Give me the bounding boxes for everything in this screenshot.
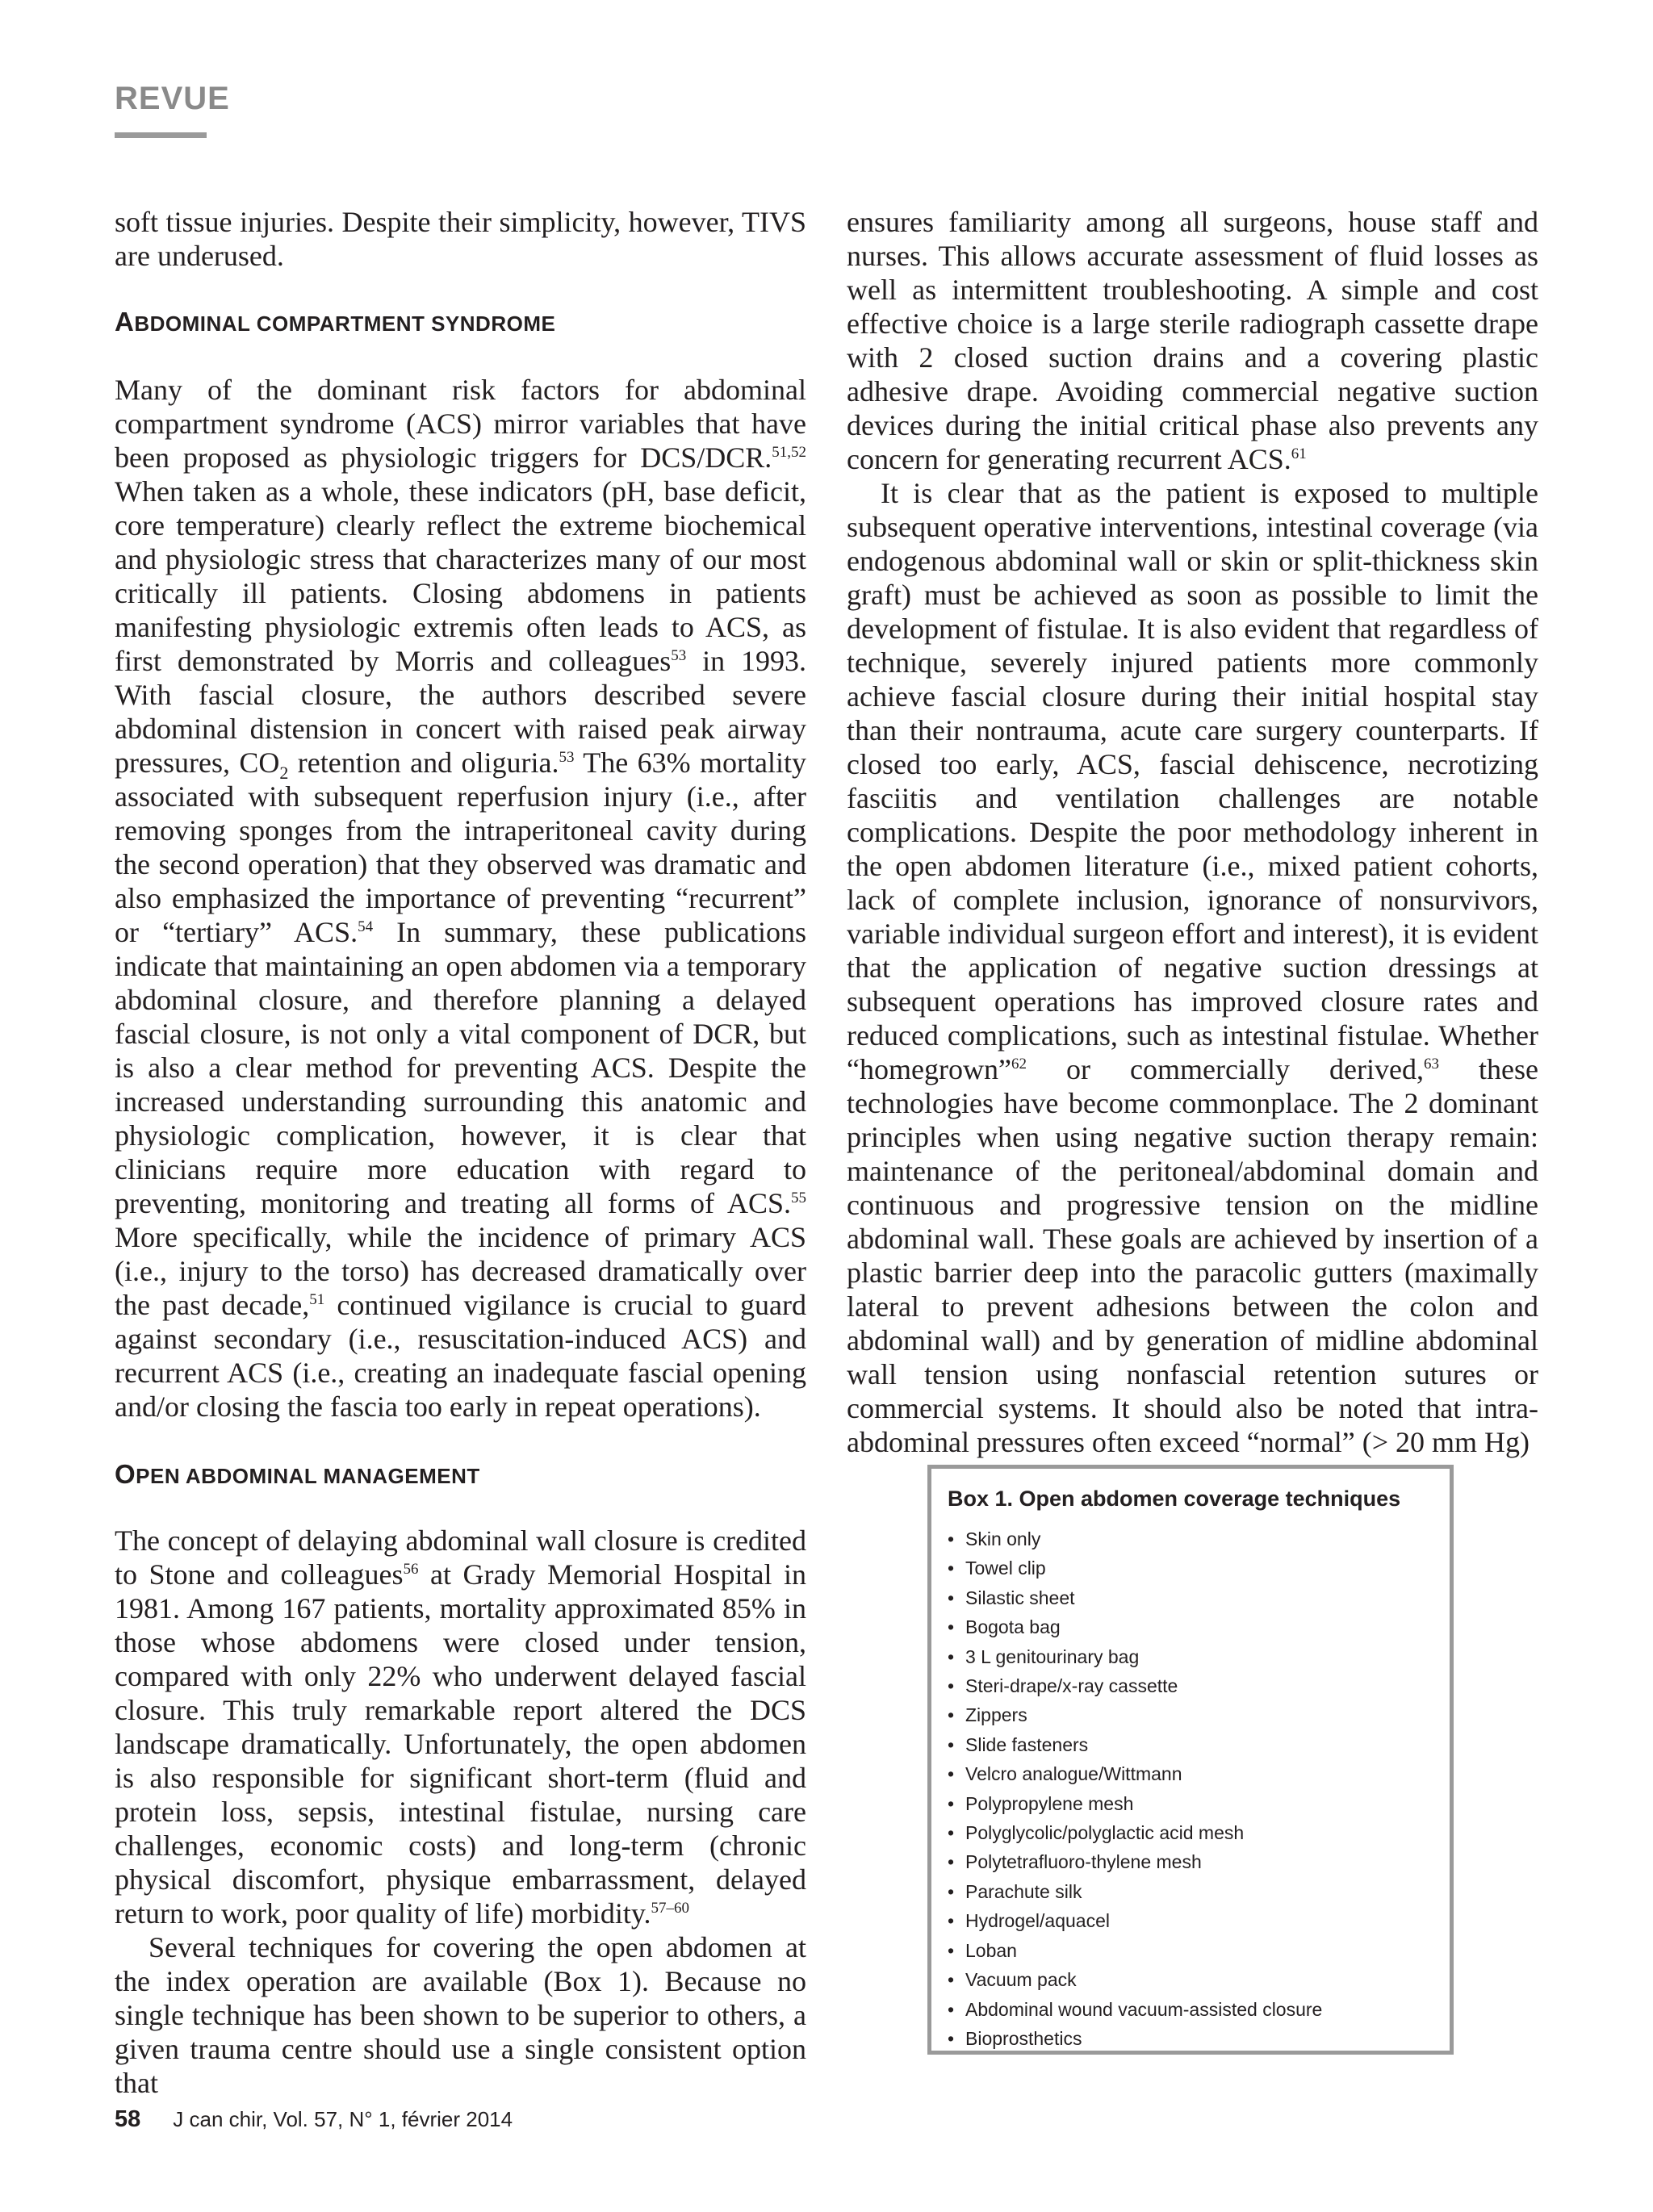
citation-ref: 63 [1423, 1056, 1439, 1073]
list-item: • Bogota bag [948, 1612, 1433, 1641]
citation-ref: 51 [309, 1291, 325, 1308]
section-heading-open-abdomen: OPEN ABDOMINAL MANAGEMENT [115, 1459, 480, 1489]
list-item: • Skin only [948, 1524, 1433, 1553]
paragraph-open-abdomen-1: The concept of delaying abdominal wall closure is credited to Stone and colleagues$^{56}$ at Grady Memorial Hospital in 1981. Among 167 patients, mortality approximated 85% in those whose abdomens were closed under tension, compared with only 22% who underwent delayed fascial closure. This truly remarkable report altered the DCS landscape dramatically. Unfortunately, the open abdomen is also responsible for significant short-term (fluid and protein loss, sepsis, intestinal fistulae, nursing care challenges, economic costs) and long-term (chronic physical discomfort, physique embarrassment, delayed return to work, poor quality of life) morbidity.$^{57-60}$ [115, 1524, 806, 1930]
page-number: 58 [115, 2106, 141, 2132]
left-column-intro [115, 205, 806, 273]
list-item: • Towel clip [948, 1553, 1433, 1583]
list-item: • 3 L genitourinary bag [948, 1642, 1433, 1671]
citation-ref: 53 [671, 647, 687, 664]
citation-ref: 56 [403, 1561, 419, 1578]
left-column-acs [115, 373, 806, 1424]
paragraph-familiarity: ensures familiarity among all surgeons, house staff and nurses. This allows accurate assessment of fluid losses as well as intermittent troubleshooting. A simple and cost effective choice is a large sterile radiograph cassette drape with 2 closed suction drains and a covering plastic adhesive drape. Avoiding commercial negative suction devices during the initial critical phase also prevents any concern for generating recurrent ACS.$^{61}$ [847, 206, 1538, 475]
list-item: • Parachute silk [948, 1877, 1433, 1906]
right-column [847, 205, 1538, 1459]
list-item: • Polytetrafluoro-thylene mesh [948, 1847, 1433, 1876]
list-item: • Polypropylene mesh [948, 1789, 1433, 1818]
journal-section-label: REVUE [115, 81, 230, 116]
list-item: • Velcro analogue/Wittmann [948, 1759, 1433, 1788]
list-item: • Zippers [948, 1700, 1433, 1729]
list-item: • Hydrogel/aquacel [948, 1906, 1433, 1935]
citation-ref: 54 [358, 918, 374, 935]
paragraph-intestinal-coverage: It is clear that as the patient is exposed to multiple subsequent operative interventions, intestinal coverage (via endogenous abdominal wall or skin or split-thickness skin graft) must be achieved as soon as possible to limit the development of fistulae. It is also evident that regardless of technique, severely injured patients more commonly achieve fascial closure during their initial hospital stay than their nontrauma, acute care surgery counterparts. If closed too early, ACS, fascial dehiscence, necrotizing fasciitis and ventilation challenges are notable complications. Despite the poor methodology inherent in the open abdomen literature (i.e., mixed patient cohorts, lack of complete inclusion, ignorance of nonsurvivors, variable individual surgeon effort and interest), it is evident that the application of negative suction dressings at subsequent operations has improved closure rates and reduced complications, such as intestinal fistulae. Whether “homegrown”$^{62}$ or commercially derived,$^{63}$ these technologies have become commonplace. The 2 dominant principles when using negative suction therapy remain: maintenance of the peritoneal/abdominal domain and continuous and progressive tension on the midline abdominal wall. These goals are achieved by insertion of a plastic barrier deep into the paracolic gutters (maximally lateral to prevent adhesions between the colon and abdominal wall) and by generation of midline abdominal wall tension using nonfascial retention sutures or commercial systems. It should also be noted that intra-abdominal pressures often exceed “normal” (> 20 mm Hg) [847, 477, 1538, 1458]
paragraph-open-abdomen-2: Several techniques for covering the open abdomen at the index operation are available (Box 1). Because no single technique has been shown to be superior to others, a given trauma centre should use a single consistent option that [115, 1931, 806, 2099]
box-coverage-techniques [927, 1465, 1454, 2055]
list-item: • Slide fasteners [948, 1730, 1433, 1759]
list-item: • Silastic sheet [948, 1583, 1433, 1612]
header-rule [115, 132, 207, 138]
left-column-oam [115, 1524, 806, 2100]
citation-ref: 53 [559, 749, 575, 766]
paragraph-acs: Many of the dominant risk factors for abdominal compartment syndrome (ACS) mirror variables that have been proposed as physiologic triggers for DCS/DCR.$^{51,52}$ When taken as a whole, these indicators (pH, base deficit, core temperature) clearly reflect the extreme biochemical and physiologic stress that characterizes many of our most critically ill patients. Closing abdomens in patients manifesting physiologic extremis often leads to ACS, as first demonstrated by Morris and colleagues$^{53}$ in 1993. With fascial closure, the authors described severe abdominal distension in concert with raised peak airway pressures, $CO_2$ retention and oliguria.$^{53}$ The 63% mortality associated with subsequent reperfusion injury (i.e., after removing sponges from the intraperitoneal cavity during the second operation) that they observed was dramatic and also emphasized the importance of preventing “recurrent” or “tertiary” ACS.$^{54}$ In summary, these publications indicate that maintaining an open abdomen via a temporary abdominal closure, and therefore planning a delayed fascial closure, is not only a vital component of DCR, but is also a clear method for preventing ACS. Despite the increased understanding surrounding this anatomic and physiologic complication, however, it is clear that clinicians require more education with regard to preventing, monitoring and treating all forms of ACS.$^{55}$ More specifically, while the incidence of primary ACS (i.e., injury to the torso) has decreased dramatically over the past decade,$^{51}$ continued vigilance is crucial to guard against secondary (i.e., resuscitation-induced ACS) and recurrent ACS (i.e., creating an inadequate fascial opening and/or closing the fascia too early in repeat operations). [115, 374, 807, 1423]
page-footer [115, 2106, 513, 2133]
list-item: • Loban [948, 1936, 1433, 1965]
citation-ref: 62 [1011, 1056, 1027, 1073]
citation-ref: 55 [791, 1190, 806, 1206]
paragraph-tivs: soft tissue injuries. Despite their simplicity, however, TIVS are underused. [115, 206, 806, 272]
list-item: • Polyglycolic/polyglactic acid mesh [948, 1818, 1433, 1847]
box-title: Box 1. Open abdomen coverage techniques [948, 1487, 1401, 1511]
citation-ref: 51,52 [772, 444, 806, 461]
citation-ref: 57–60 [651, 1900, 690, 1917]
list-item: • Abdominal wound vacuum-assisted closure [948, 1995, 1433, 2024]
list-item: • Vacuum pack [948, 1965, 1433, 1994]
list-item: • Bioprosthetics [948, 2024, 1433, 2053]
section-heading-acs: ABDOMINAL COMPARTMENT SYNDROME [115, 307, 556, 337]
citation-ref: 61 [1291, 445, 1307, 462]
list-item: • Steri-drape/x-ray cassette [948, 1671, 1433, 1700]
journal-citation: J can chir, Vol. 57, N° 1, février 2014 [173, 2107, 513, 2131]
technique-list [948, 1524, 1433, 2053]
